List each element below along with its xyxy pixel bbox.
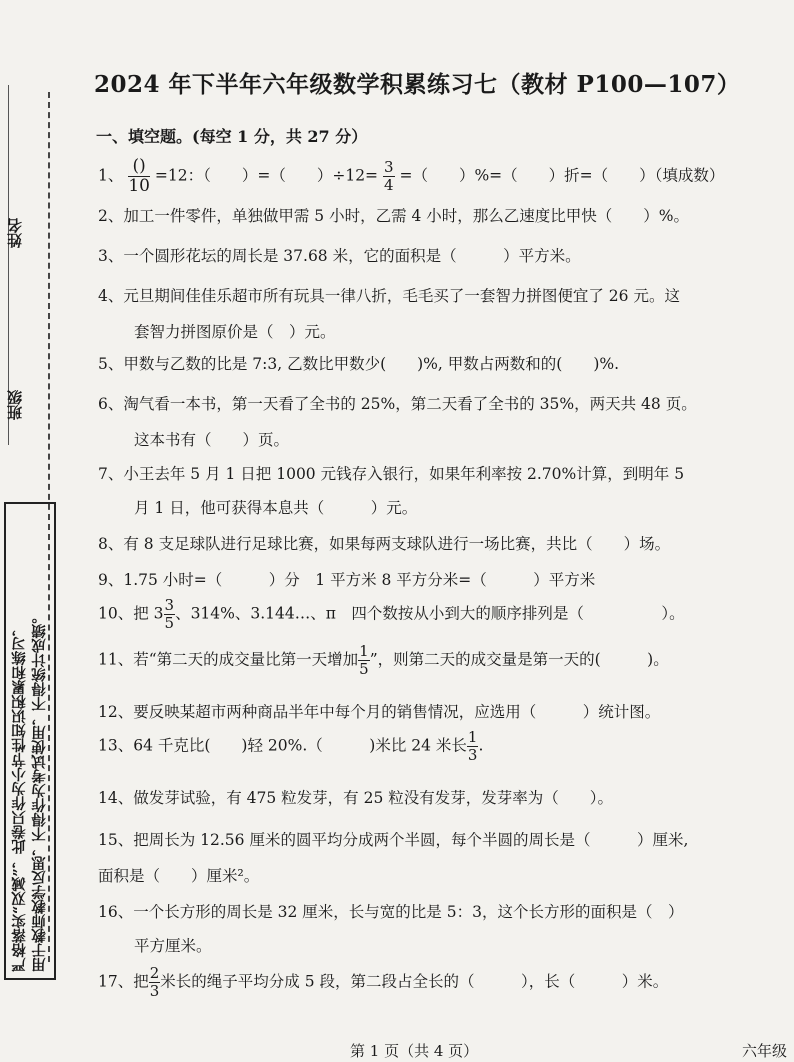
question-13 xyxy=(98,730,483,763)
q1-tail: =（ ）%=（ ）折=（ ）（填成数） xyxy=(399,166,725,185)
q13-post: . xyxy=(478,736,484,755)
question-16-line-1: 16、一个长方形的周长是 32 厘米，长与宽的比是 5：3，这个长方形的面积是（ ） xyxy=(98,903,684,921)
name-label: 姓名 xyxy=(6,218,24,248)
question-10 xyxy=(98,598,685,631)
q10-post: 、314%、3.144…、π 四个数按从小到大的顺序排列是（ ）。 xyxy=(175,604,685,623)
question-8: 8、有 8 支足球队进行足球比赛，如果每两支球队进行一场比赛，共比（ ）场。 xyxy=(98,535,671,553)
question-16-line-2: 平方厘米。 xyxy=(134,937,212,955)
q1-middle: =12：（ ）=（ ）÷12= xyxy=(154,166,379,185)
question-6-line-1: 6、淘气看一本书，第一天看了全书的 25%，第二天看了全书的 35%，两天共 48 页。 xyxy=(98,395,697,413)
q10-pre: 10、把 3 xyxy=(98,604,164,623)
question-6-line-2: 这本书有（ ）页。 xyxy=(134,431,290,449)
q11-post: ”，则第二天的成交量是第一天的( )。 xyxy=(369,650,669,669)
q17-post: 米长的绳子平均分成 5 段，第二段占全长的（ ），长（ ）米。 xyxy=(160,972,669,991)
q13-pre: 13、64 千克比( )轻 20%.（ )米比 24 米长 xyxy=(98,736,467,755)
question-12: 12、要反映某超市两种商品半年中每个月的销售情况，应选用（ ）统计图。 xyxy=(98,703,661,721)
notice-line-2: 用于教师教学反思，不得作为考试使用，不得统计成绩。 xyxy=(31,609,48,972)
question-4-line-1: 4、元旦期间佳佳乐超市所有玩具一律八折，毛毛买了一套智力拼图便宜了 26 元。这 xyxy=(98,287,680,305)
q1-fraction-blank: $\frac{()}{10}$ xyxy=(128,156,150,196)
question-7-line-2: 月 1 日，他可获得本息共（ ）元。 xyxy=(134,499,418,517)
section-heading: 一、填空题。(每空 1 分，共 27 分） xyxy=(96,127,368,146)
question-14: 14、做发芽试验，有 475 粒发芽，有 25 粒没有发芽，发芽率为（ ）。 xyxy=(98,789,613,807)
question-2: 2、加工一件零件，单独做甲需 5 小时，乙需 4 小时，那么乙速度比甲快（ ）%。 xyxy=(98,207,690,225)
question-11 xyxy=(98,644,669,677)
notice-line-1: 严格落实“双减”，此卷只作为小节性知识积累和练习， xyxy=(11,621,28,972)
q17-pre: 17、把 xyxy=(98,972,149,991)
page-footer-right: 六年级 xyxy=(742,1042,788,1060)
class-label: 班级 xyxy=(6,390,24,420)
notice-text xyxy=(10,512,50,972)
q11-pre: 11、若“第二天的成交量比第一天增加 xyxy=(98,650,359,669)
question-9: 9、1.75 小时=（ ）分 1 平方米 8 平方分米=（ ）平方米 xyxy=(98,571,596,589)
notice-box xyxy=(4,502,56,980)
question-4-line-2: 套智力拼图原价是（ ）元。 xyxy=(134,323,336,341)
question-17 xyxy=(98,966,668,999)
q17-fraction: $\frac{2}{3}$ xyxy=(149,964,160,1000)
question-15-line-2: 面积是（ ）厘米²。 xyxy=(98,867,260,885)
q11-fraction: $\frac{1}{5}$ xyxy=(359,642,369,678)
page-footer: 第 1 页（共 4 页） xyxy=(350,1042,479,1060)
q10-fraction: $\frac{3}{5}$ xyxy=(164,596,175,632)
question-15-line-1: 15、把周长为 12.56 厘米的圆平均分成两个半圆，每个半圆的周长是（ ）厘米, xyxy=(98,831,689,849)
question-1 xyxy=(98,158,724,195)
q13-fraction: $\frac{1}{3}$ xyxy=(467,728,478,764)
question-7-line-1: 7、小王去年 5 月 1 日把 1000 元钱存入银行，如果年利率按 2.70%计算，到明年 5 xyxy=(98,465,685,483)
binding-strip xyxy=(0,0,70,1062)
question-5: 5、甲数与乙数的比是 7:3, 乙数比甲数少( )%, 甲数占两数和的( )%. xyxy=(98,355,620,373)
question-3: 3、一个圆形花坛的周长是 37.68 米，它的面积是（ ）平方米。 xyxy=(98,247,581,265)
q1-number: 1、 xyxy=(98,166,124,185)
page-title: 2024 年下半年六年级数学积累练习七（教材 P100—107） xyxy=(94,71,741,98)
q1-fraction: $\frac{3}{4}$ xyxy=(383,158,394,194)
